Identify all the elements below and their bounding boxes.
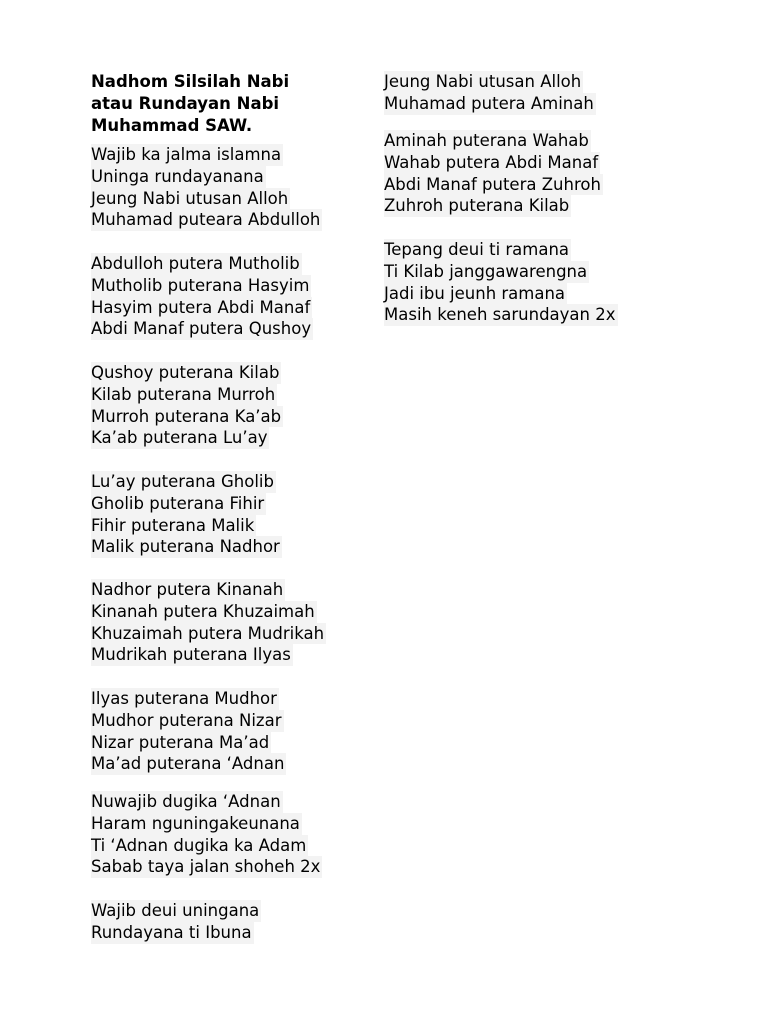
verse-line: Mutholib puterana Hasyim <box>91 275 310 295</box>
verse-line: Masih keneh sarundayan 2x <box>384 305 616 325</box>
verse-line: Tepang deui ti ramana <box>384 240 570 259</box>
verse-line: Ma’ad puterana ‘Adnan <box>91 754 285 774</box>
stanza <box>91 362 283 449</box>
verse-line: Fihir puterana Malik <box>91 515 255 535</box>
verse-line: Wajib deui uningana <box>91 901 260 920</box>
verse-line: Uninga rundayanana <box>91 166 264 186</box>
verse-line: Kilab puterana Murroh <box>91 384 276 404</box>
title-line: atau Rundayan Nabi <box>91 94 280 113</box>
stanza <box>384 130 603 217</box>
verse-line: Ka’ab puterana Lu’ay <box>91 428 268 448</box>
verse-line: Ilyas puterana Mudhor <box>91 689 277 708</box>
stanza <box>91 791 322 878</box>
verse-line: Wahab putera Abdi Manaf <box>384 152 599 172</box>
verse-line: Khuzaimah putera Mudrikah <box>91 623 325 643</box>
verse-line: Hasyim putera Abdi Manaf <box>91 297 311 317</box>
verse-line: Jadi ibu jeunh ramana <box>384 283 566 303</box>
verse-line: Qushoy puterana Kilab <box>91 363 280 382</box>
verse-line: Aminah puterana Wahab <box>384 131 589 150</box>
verse-line: Jeung Nabi utusan Alloh <box>384 72 582 91</box>
stanza <box>91 579 326 666</box>
verse-line: Nadhor putera Kinanah <box>91 580 284 599</box>
verse-line: Wajib ka jalma islamna <box>91 145 282 164</box>
verse-line: Mudhor puterana Nizar <box>91 710 282 730</box>
verse-line: Abdulloh putera Mutholib <box>91 254 300 273</box>
stanza <box>384 239 618 326</box>
verse-line: Muhamad puteara Abdulloh <box>91 210 321 230</box>
stanza <box>91 144 322 231</box>
stanza <box>91 688 286 775</box>
verse-line: Kinanah putera Khuzaimah <box>91 601 315 621</box>
verse-line: Mudrikah puterana Ilyas <box>91 645 291 665</box>
stanza <box>91 471 282 558</box>
verse-line: Lu’ay puterana Gholib <box>91 472 274 491</box>
verse-line: Abdi Manaf putera Zuhroh <box>384 174 601 194</box>
verse-line: Abdi Manaf putera Qushoy <box>91 319 312 339</box>
verse-line: Ti ‘Adnan dugika ka Adam <box>91 835 307 855</box>
stanza <box>91 900 261 944</box>
document-title <box>91 71 289 137</box>
title-line: Nadhom Silsilah Nabi <box>91 72 290 91</box>
verse-line: Zuhroh puterana Kilab <box>384 196 570 216</box>
verse-line: Haram nguningakeunana <box>91 813 300 833</box>
verse-line: Sabab taya jalan shoheh 2x <box>91 857 321 877</box>
verse-line: Rundayana ti Ibuna <box>91 922 252 942</box>
stanza <box>91 253 313 340</box>
verse-line: Muhamad putera Aminah <box>384 93 594 113</box>
verse-line: Nizar puterana Ma’ad <box>91 732 270 752</box>
title-line: Muhammad SAW. <box>91 116 253 135</box>
stanza <box>384 71 596 115</box>
verse-line: Murroh puterana Ka’ab <box>91 406 282 426</box>
verse-line: Ti Kilab janggawarengna <box>384 261 588 281</box>
verse-line: Gholib puterana Fihir <box>91 493 265 513</box>
verse-line: Nuwajib dugika ‘Adnan <box>91 792 281 811</box>
verse-line: Jeung Nabi utusan Alloh <box>91 188 289 208</box>
verse-line: Malik puterana Nadhor <box>91 537 280 557</box>
